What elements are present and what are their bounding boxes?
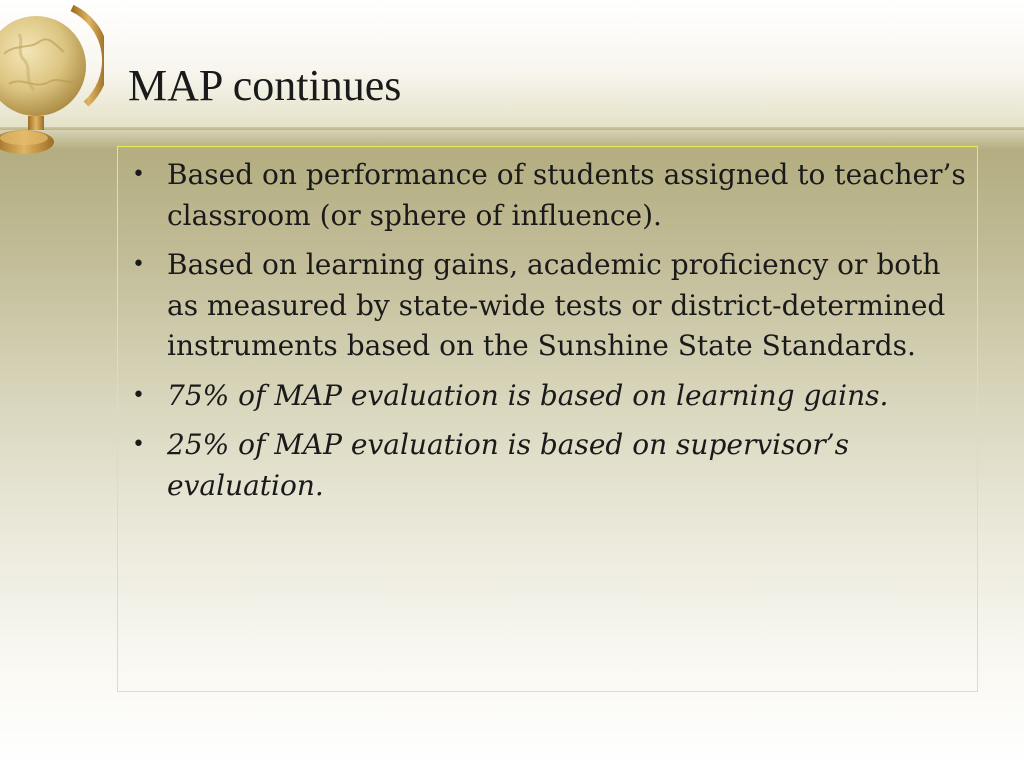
bullet-item [132,425,968,506]
bullet-text: Based on learning gains, academic proficiency or both as measured by state-wide tests or district-determined instruments based on the Sunshine State Standards. [167,248,946,362]
content-placeholder [117,146,978,692]
slide-title: MAP continues [128,61,402,110]
bullet-marker: • [132,162,145,187]
bullet-text: 25% of MAP evaluation is based on supervisor’s evaluation. [167,428,849,502]
bullet-item [132,155,968,236]
globe-icon [0,0,104,169]
bullet-marker: • [132,252,145,277]
bullet-marker: • [132,432,145,457]
bullet-marker: • [132,382,145,408]
bullet-text: Based on performance of students assigned to teacher’s classroom (or sphere of influence). [167,158,966,232]
bullet-item [132,245,968,367]
bullet-item [132,376,968,417]
title-divider [0,127,1024,130]
bullet-text: 75% of MAP evaluation is based on learning gains. [167,378,889,412]
bullet-list [132,155,968,515]
